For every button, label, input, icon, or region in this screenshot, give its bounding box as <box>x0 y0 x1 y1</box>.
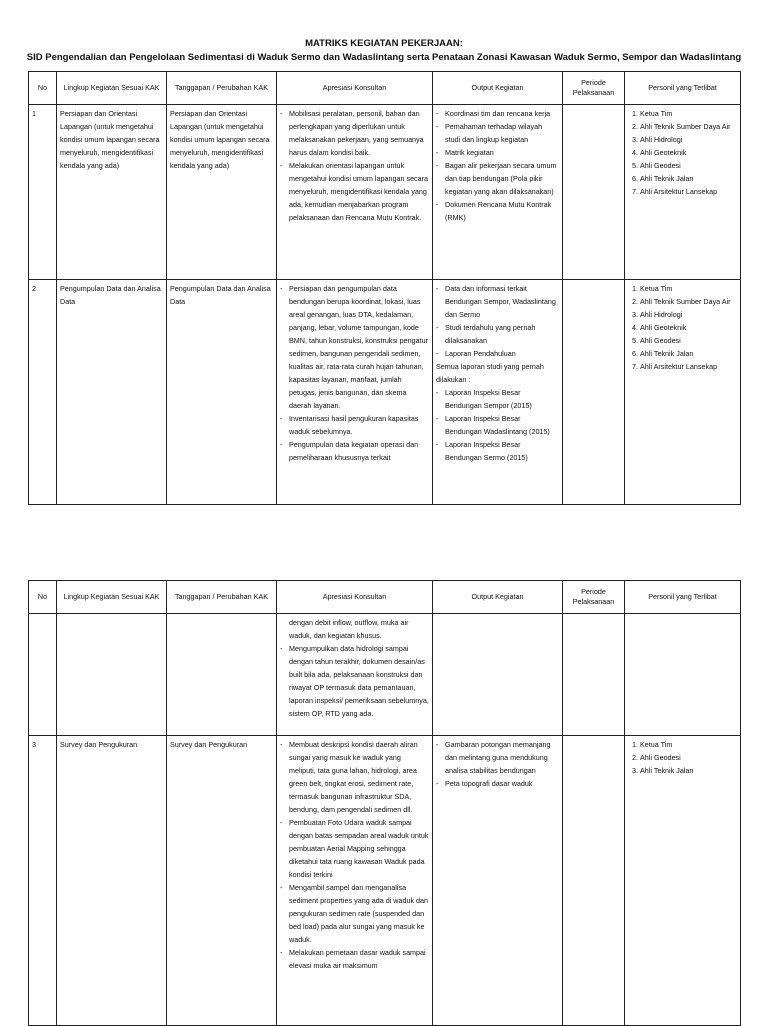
cell-lingkup: Pengumpulan Data dan Analisa Data <box>57 280 167 505</box>
list-item: - Dokumen Rencana Mutu Kontrak (RMK) <box>436 198 559 224</box>
header-apresiasi: Apresiasi Konsultan <box>277 581 433 614</box>
list-item: 1. Ketua Tim <box>640 282 737 295</box>
cell-apresiasi <box>277 280 433 505</box>
list-item: - Matrik kegiatan <box>436 146 559 159</box>
cell-tanggapan <box>167 614 277 736</box>
list-item: 6. Ahli Teknik Jalan <box>640 347 737 360</box>
list-item: 5. Ahli Geodesi <box>640 334 737 347</box>
list-item: - Membuat deskripsi kondisi daerah aliran sungai yang masuk ke waduk yang meliputi, tata guna lahan, hidrologi, area green belt, tingkat erosi, sediment rate, termasuk bangunan infrastruktur SDA, bendung, dam pengendali sedimen dll. <box>280 738 429 816</box>
document-subtitle: SID Pengendalian dan Pengelolaan Sedimentasi di Waduk Sermo dan Wadaslintang serta Penataan Zonasi Kawasan Waduk Sermo, Sempor dan Wadaslintang <box>26 52 742 63</box>
list-item: - Pembuatan Foto Udara waduk sampai dengan batas sempadan areal waduk untuk pembuatan Aerial Mapping sehingga diketahui tata ruang kawasan Waduk pada kondisi terkini <box>280 816 429 881</box>
cell-periode <box>563 105 625 280</box>
list-item: - Bagan alir pekerjaan secara umum dan tiap bendungan (Pola pikir kegiatan yang akan dilaksanakan) <box>436 159 559 198</box>
cell-personil <box>625 614 741 736</box>
header-apresiasi: Apresiasi Konsultan <box>277 72 433 105</box>
list-item: 2. Ahli Geodesi <box>640 751 737 764</box>
list-item: - Koordinasi tim dan rencana kerja <box>436 107 559 120</box>
list-item: - Data dan informasi terkait Bendungan Sempor, Wadaslintang dan Sermo <box>436 282 559 321</box>
cell-apresiasi <box>277 105 433 280</box>
list-item: - Pemahaman terhadap wilayah studi dan lingkup kegiatan <box>436 120 559 146</box>
cell-tanggapan: Survey dan Pengukuran <box>167 736 277 1026</box>
cell-periode <box>563 736 625 1026</box>
table-row <box>29 736 741 1026</box>
header-personil: Personil yang Terlibat <box>625 72 741 105</box>
list-item: - Laporan Inspeksi Besar Bendungan Sermo (2015) <box>436 438 559 464</box>
list-item: - Mengambil sampel dan menganalisa sediment properties yang ada di waduk dan pengukuran sedimen rate (suspended dan bed load) pada alur sungai yang masuk ke waduk. <box>280 881 429 946</box>
header-tanggapan: Tanggapan / Perubahan KAK <box>167 581 277 614</box>
list-item: - Mobilisasi peralatan, personil, bahan dan perlengkapan yang diperlukan untuk melaksanakan pekerjaan, yang semuanya harus dalam kondisi baik. <box>280 107 429 159</box>
cell-no <box>29 614 57 736</box>
activity-matrix-table-continued <box>28 580 741 1026</box>
cell-output <box>433 614 563 736</box>
header-output: Output Kegiatan <box>433 581 563 614</box>
cell-personil <box>625 105 741 280</box>
list-item: - Laporan Pendahuluan <box>436 347 559 360</box>
cell-personil <box>625 280 741 505</box>
list-item: 4. Ahli Geoteknik <box>640 321 737 334</box>
list-item: 7. Ahli Arsitektur Lansekap <box>640 185 737 198</box>
cell-apresiasi <box>277 614 433 736</box>
table-header-row <box>29 581 741 614</box>
header-no: No <box>29 72 57 105</box>
document-title: MATRIKS KEGIATAN PEKERJAAN: <box>305 38 463 49</box>
cell-no: 1 <box>29 105 57 280</box>
list-item: - Melakukan orientasi lapangan untuk mengetahui kondisi umum lapangan secara menyeluruh, mengidentifikasi kendala yang ada, kemudian menjabarkan program pelaksanaan dan Rencana Mutu Kontrak. <box>280 159 429 224</box>
list-item: - Inventarisasi hasil pengukuran kapasitas waduk sebelumnya. <box>280 412 429 438</box>
list-item: 6. Ahli Teknik Jalan <box>640 172 737 185</box>
list-item: - Laporan Inspeksi Besar Bendungan Wadaslintang (2015) <box>436 412 559 438</box>
header-no: No <box>29 581 57 614</box>
header-periode: Periode Pelaksanaan <box>563 581 625 614</box>
list-item: 1. Ketua Tim <box>640 738 737 751</box>
list-item: 3. Ahli Hidrologi <box>640 308 737 321</box>
list-item: 5. Ahli Geodesi <box>640 159 737 172</box>
list-item: 2. Ahli Teknik Sumber Daya Air <box>640 295 737 308</box>
cell-no: 3 <box>29 736 57 1026</box>
list-item: - Melakukan pemetaan dasar waduk sampai elevasi muka air maksimum <box>280 946 429 972</box>
cell-tanggapan: Pengumpulan Data dan Analisa Data <box>167 280 277 505</box>
list-item: 3. Ahli Teknik Jalan <box>640 764 737 777</box>
table-header-row <box>29 72 741 105</box>
list-item: 4. Ahli Geoteknik <box>640 146 737 159</box>
continued-text: dengan debit inflow, outflow, muka air waduk, dan kegiatan khusus. <box>289 618 409 640</box>
activity-matrix-table <box>28 71 741 505</box>
output-note: Semua laporan studi yang pernah dilakukan : <box>436 362 544 384</box>
list-item: 7. Ahli Arsitektur Lansekap <box>640 360 737 373</box>
cell-output <box>433 280 563 505</box>
cell-tanggapan: Persiapan dan Orientasi Lapangan (untuk mengetahui kondisi umum lapangan secara menyeluruh, mengidentifikasi kendala yang ada) <box>167 105 277 280</box>
header-output: Output Kegiatan <box>433 72 563 105</box>
cell-periode <box>563 280 625 505</box>
cell-lingkup: Survey dan Pengukuran <box>57 736 167 1026</box>
cell-apresiasi <box>277 736 433 1026</box>
cell-lingkup <box>57 614 167 736</box>
list-item: - Pengumpulan data kegiatan operasi dan pemeliharaan khususnya terkait <box>280 438 429 464</box>
list-item: 2. Ahli Teknik Sumber Daya Air <box>640 120 737 133</box>
header-lingkup: Lingkup Kegiatan Sesuai KAK <box>57 581 167 614</box>
cell-output <box>433 736 563 1026</box>
table-row <box>29 280 741 505</box>
list-item: - Persiapan dan pengumpulan data bendungan berupa koordinat, lokasi, luas areal genangan, luas DTA, kedalaman, panjang, lebar, volume tampungan, kode BMN, tahun konstruksi, konstruksi pengatur sedimen, bangunan pengendali sedimen, kualitas air, rata-rata curah hujan tahunan, kapasitas layanan, manfaat, jumlah petugas, jenis bangunan, dan skema daerah layanan. <box>280 282 429 412</box>
header-periode: Periode Pelaksanaan <box>563 72 625 105</box>
table-row <box>29 614 741 736</box>
cell-lingkup: Persiapan dan Orientasi Lapangan (untuk mengetahui kondisi umum lapangan secara menyeluruh, mengidentifikasi kendala yang ada) <box>57 105 167 280</box>
cell-periode <box>563 614 625 736</box>
list-item: - Mengumpulkan data hidrologi sampai dengan tahun terakhir, dokumen desain/as built bila ada, pelaksanaan konstruksi dan riwayat OP termasuk data pemantauan, laporan inspeksi/ pemeriksaan sebelumnya, sistem OP, RTD yang ada. <box>280 642 429 720</box>
list-item: - Studi terdahulu yang pernah dilaksanakan <box>436 321 559 347</box>
cell-personil <box>625 736 741 1026</box>
list-item: - Gambaran potongan memanjang dan melintang guna mendukung analisa stabilitas bendungan <box>436 738 559 777</box>
list-item: - Laporan Inspeksi Besar Bendungan Sempor (2015) <box>436 386 559 412</box>
table-row <box>29 105 741 280</box>
list-item: - Peta topografi dasar waduk <box>436 777 559 790</box>
header-personil: Personil yang Terlibat <box>625 581 741 614</box>
list-item: 1. Ketua Tim <box>640 107 737 120</box>
header-tanggapan: Tanggapan / Perubahan KAK <box>167 72 277 105</box>
cell-no: 2 <box>29 280 57 505</box>
cell-output <box>433 105 563 280</box>
list-item: 3. Ahli Hidrologi <box>640 133 737 146</box>
header-lingkup: Lingkup Kegiatan Sesuai KAK <box>57 72 167 105</box>
